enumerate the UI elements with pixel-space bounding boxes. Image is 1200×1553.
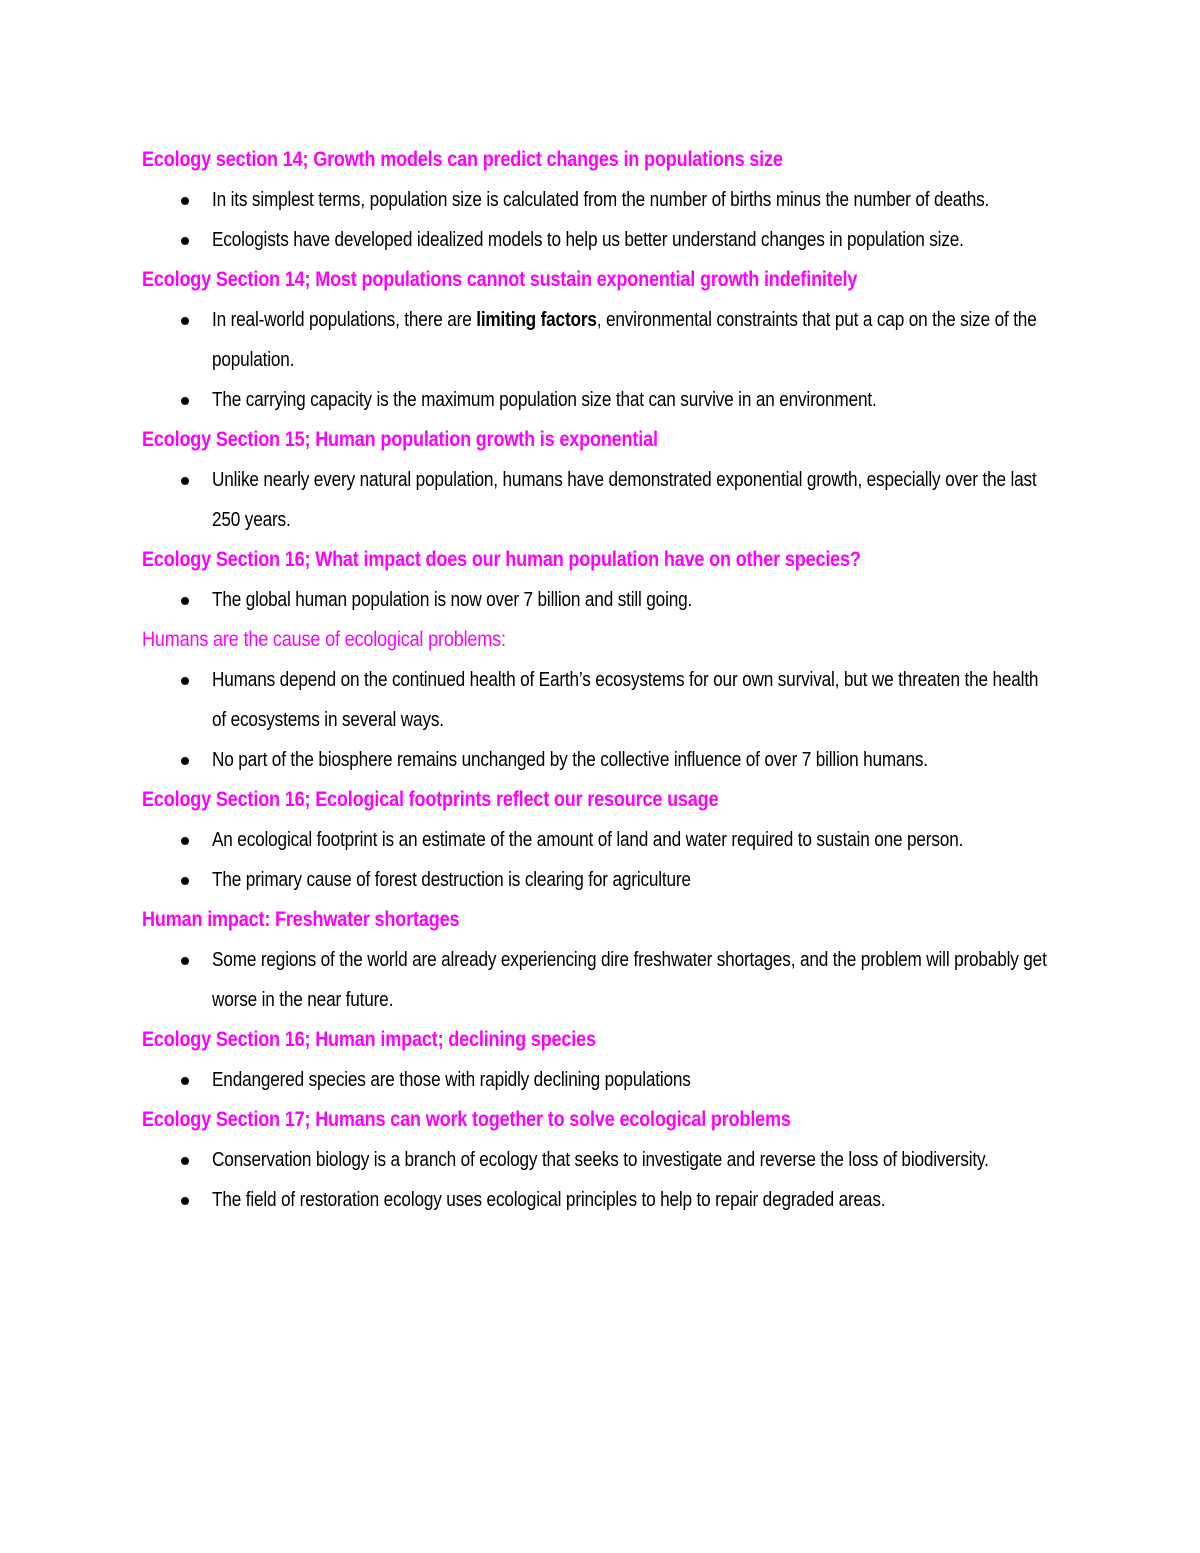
bullet-text: The primary cause of forest destruction is clearing for agriculture [212,869,691,891]
list-item [142,660,1082,740]
bullet-text: Ecologists have developed idealized models to help us better understand changes in population size. [212,229,964,251]
bullet-icon [181,597,189,605]
section-heading: Ecology Section 16; Ecological footprints reflect our resource usage [142,788,719,811]
list-item [142,860,1082,900]
section-heading: Ecology Section 16; What impact does our human population have on other species? [142,548,861,571]
bullet-list [142,1060,1082,1100]
list-item [142,1060,1082,1100]
section-heading: Human impact: Freshwater shortages [142,908,460,931]
bullet-text: Unlike nearly every natural population, humans have demonstrated exponential growth, especially over the last 250 years. [212,469,1037,531]
bullet-text: An ecological footprint is an estimate of the amount of land and water required to sustain one person. [212,829,964,851]
list-item [142,460,1082,540]
bullet-text: Humans depend on the continued health of Earth’s ecosystems for our own survival, but we threaten the health of ecosystems in several ways. [212,669,1039,731]
list-item [142,220,1082,260]
list-item [142,380,1082,420]
bullet-icon [181,317,189,325]
bullet-list [142,660,1082,780]
bullet-icon [181,757,189,765]
bullet-text: No part of the biosphere remains unchanged by the collective influence of over 7 billion humans. [212,749,928,771]
list-item [142,580,1082,620]
bullet-list [142,580,1082,620]
bullet-icon [181,1157,189,1165]
list-item [142,300,1082,380]
bullet-list [142,300,1082,420]
bullet-icon [181,957,189,965]
bullet-text: In its simplest terms, population size is calculated from the number of births minus the number of deaths. [212,189,990,211]
bullet-list [142,460,1082,540]
list-item [142,820,1082,860]
bold-term: limiting factors [476,309,597,331]
bullet-list [142,820,1082,900]
bullet-icon [181,1197,189,1205]
section-heading: Ecology Section 15; Human population growth is exponential [142,428,658,451]
bullet-icon [181,477,189,485]
bullet-list [142,1140,1082,1220]
section-heading: Ecology section 14; Growth models can predict changes in populations size [142,148,783,171]
section-heading: Ecology Section 16; Human impact; declining species [142,1028,596,1051]
section-heading: Ecology Section 17; Humans can work together to solve ecological problems [142,1108,791,1131]
document-page [142,140,1082,1220]
bullet-text: Some regions of the world are already experiencing dire freshwater shortages, and the problem will probably get worse in the near future. [212,949,1047,1011]
bullet-text-part: In real-world populations, there are [212,309,477,331]
section-heading: Ecology Section 14; Most populations cannot sustain exponential growth indefinitely [142,268,858,291]
bullet-list [142,940,1082,1020]
bullet-icon [181,1077,189,1085]
bullet-text-part: , environmental constraints that put a cap on the size of the population. [212,309,1037,371]
bullet-icon [181,237,189,245]
bullet-text: The field of restoration ecology uses ecological principles to help to repair degraded areas. [212,1189,886,1211]
bullet-text: The global human population is now over 7 billion and still going. [212,589,693,611]
bullet-icon [181,677,189,685]
list-item [142,740,1082,780]
bullet-icon [181,837,189,845]
list-item [142,1180,1082,1220]
list-item [142,940,1082,1020]
bullet-icon [181,397,189,405]
bullet-text [212,300,1055,380]
bullet-icon [181,877,189,885]
bullet-text: Endangered species are those with rapidly declining populations [212,1069,691,1091]
list-item [142,1140,1082,1180]
bullet-text: The carrying capacity is the maximum population size that can survive in an environment. [212,389,877,411]
bullet-icon [181,197,189,205]
section-heading: Humans are the cause of ecological problems: [142,628,506,651]
list-item [142,180,1082,220]
bullet-list [142,180,1082,260]
bullet-text: Conservation biology is a branch of ecology that seeks to investigate and reverse the loss of biodiversity. [212,1149,989,1171]
